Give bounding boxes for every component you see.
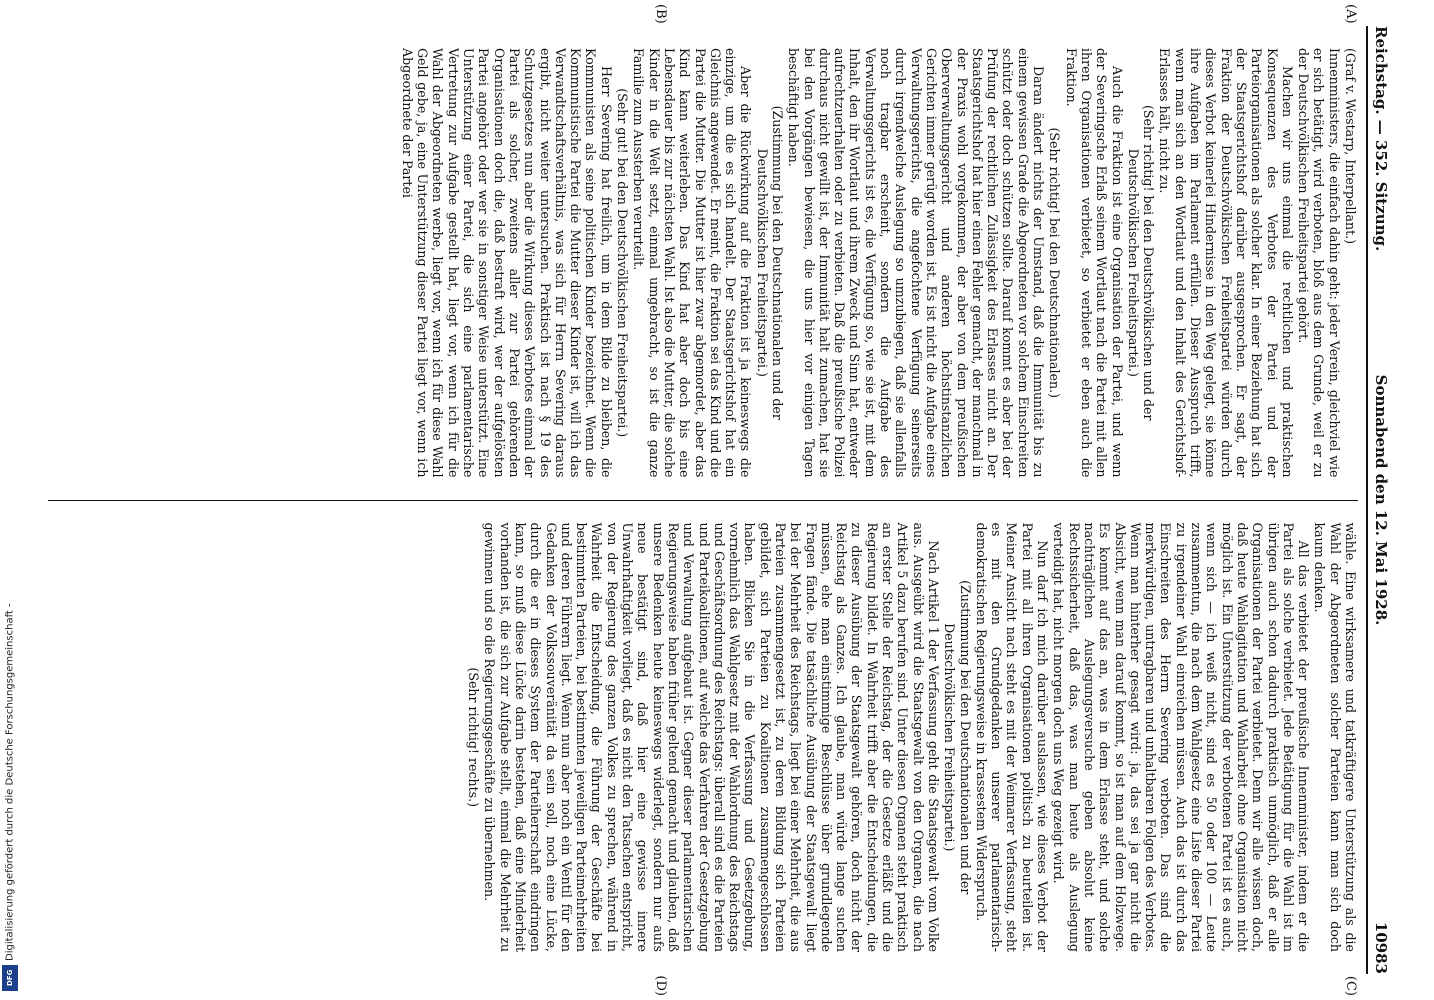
- body-paragraph: Innenministers, die einfach dahin geht: jeder Verein, gleichviel wie er sich betätigt, wird verboten, bloß aus dem Grunde, weil er zu der Deutschvölkischen Freiheitspartei gehört.: [1296, 48, 1342, 478]
- header-date: Sonnabend den 12. Mai 1928.: [1372, 374, 1390, 626]
- right-column: [48, 501, 1358, 996]
- margin-marker-b: (B): [653, 4, 668, 24]
- interjection-paragraph: (Sehr richtig! bei den Deutschvölkischen und der Deutschvölkischen Freiheitspartei.): [1125, 105, 1157, 421]
- body-paragraph: Nach Artikel 1 der Verfassung geht die Staatsgewalt vom Volke aus. Ausgeübt wird die Staatsgewalt von den Organen, die nach Artikel 5 dazu berufen sind. Unter diesen Organen steht praktisch an erster Stelle der Reichstag, der die Gesetze erläßt und die Regierung bildet. In Wahrheit trifft aber die Entscheidungen, die zu dieser Ausübung der Staatsgewalt gehören, doch nicht der Reichstag als Ganzes. Ich glaube, man würde lange suchen müssen, ehe man einstimmige Beschlüsse über grundlegende Fragen fände. Die tatsächliche Ausübung der Staatsgewalt liegt bei der Mehrheit des Reichstags, liegt bei einer Mehrheit, die aus Parteien zusammengesetzt ist, zu deren Bildung sich Parteien gebildet, sich Parteien zu Koalitionen zusammengeschlossen haben. Blicken Sie in die Verfassung und Gesetzgebung, vornehmlich das Wahlgesetz mit der Wahlordnung des Reichstags und Geschäftsordnung des Reichstags: überall sind es die Parteien und Parteikoalitionen, auf welche das Verfahren der Gesetzgebung und Verwaltung aufgebaut ist. Gegner dieser parlamentarischen Regierungsweise haben früher geltend gemacht und glauben, daß unsere Bedenken heute keineswegs widerlegt, sondern nur aufs neue bestätigt sind, daß hier eine gewisse innere Unwahrhaftigkeit vorliegt, daß es nicht den Tatsachen entspricht, von der Regierung des ganzen Volkes zu sprechen, während in Wahrheit die Entscheidung, die Führung der Geschäfte bei bestimmten Parteien, bei bestimmten jeweiligen Parteimehrheiten und deren Führern liegt. Wenn nun aber noch ein Ventil für den Gedanken der Volkssouveränität da sein soll, noch eine Lücke, durch die er in dieses System der Parteiherrschaft eindringen kann, so muß diese Lücke darin bestehen, daß eine Minderheit vorhanden ist, die sich zur Aufgabe stellt, einmal die Mehrheit zu gewinnen und so die Regierungsgeschäfte zu übernehmen.: [482, 522, 941, 952]
- page-header: [1366, 26, 1396, 974]
- interjection-paragraph: (Sehr gut! bei den Deutschvölkischen Freiheitspartei.): [615, 88, 631, 438]
- interjection-paragraph: (Sehr richtig! bei den Deutschnationalen.): [1047, 127, 1063, 398]
- body-paragraph: All das verbietet der preußische Innenminister, indem er die Partei als solche verbietet. Jede Betätigung für die Wahl ist im übrigen auch schon dadurch praktisch unmöglich, daß er alle Organisationen der Partei verbietet. Denn wir alle wissen doch, daß heute Wahlagitation und Wahlarbeit ohne Organisation nicht möglich ist. Ein Unterstützung der verbotenen Partei ist es auch, wenn sich — ich weiß nicht, sind es 50 oder 100 — Leute zusammentun, die nach dem Wahlgesetz eine Liste dieser Partei zu irgendeiner Wahl einreichen müssen. Auch das ist durch das Einschreiten des Herrn Severing verboten. Das sind die merkwürdigen, untragbaren und unhaltbaren Folgen des Verbotes. Wenn man hinterher gesagt wird: ja, das sei ja gar nicht die Absicht, wenn man darauf kommt, so ist man auf dem Holzwege. Es kommt auf das an, was in dem Erlasse steht, und solche nachträglichen Auslegungsversuche geben absolut keine Rechtssicherheit, daß das, was man heute als Auslegung verteidigt hat, nicht morgen doch uns Weg gezeigt wird.: [1051, 522, 1312, 952]
- newspaper-page: [30, 0, 1410, 1000]
- body-paragraph: Daran ändert nichts der Umstand, daß die Immunität bis zu einem gewissen Grade die Abgeordneten vor solchem Einschreiten schützt oder doch schützen sollte. Darauf kommt es aber bei der Prüfung der rechtlichen Zulässigkeit des Erlasses nicht an. Der Staatsgerichtshof hat hier einen Fehler gemacht, der manchmal in der Praxis wohl vorgekommen, der aber von dem preußischen Oberverwaltungsgericht und anderen höchstinstanzlichen Gerichten immer gerügt worden ist. Es ist nicht die Aufgabe eines Verwaltungsgerichts, die angefochtene Verfügung seinerseits durch irgendwelche Auslegung so umzubiegen, daß sie allenfalls noch tragbar erscheint, sondern die Aufgabe des Verwaltungsgerichts ist es, die Verfügung so, wie sie ist, mit dem Inhalt, den ihr Wortlaut und ihrem Zweck und Sinn hat, entweder aufrechtzuerhalten oder zu verbieten. Daß die preußische Polizei durchaus nicht gewillt ist, der Immunität halt zumachen, hat sie bei den Vorgängen bewiesen, die uns hier vor einigen Tagen beschäftigt haben.: [786, 48, 1047, 478]
- body-paragraph: (Graf v. Westarp, Interpellant.): [1343, 48, 1358, 245]
- text-columns: [48, 4, 1358, 996]
- header-session: Reichstag. — 352. Sitzung.: [1372, 26, 1390, 252]
- margin-marker-a: (A): [1343, 4, 1358, 24]
- margin-marker-d: (D): [653, 975, 668, 996]
- dfg-logo: DFG: [2, 965, 18, 991]
- body-paragraph: Herr Severing hat freilich, um in dem Bilde zu bleiben, die Kommunisten als seine politischen Kinder bezeichnet. Wenn die Kommunistische Partei die Mutter dieser Kinder ist, will ich das Verwandtschaftsverhältnis, was sich für Herrn Severing daraus ergibt, nicht weiter untersuchen. Praktisch ist nach § 19 des Schutzgesetzes nun aber die Wirkung dieses Verbotes einmal der Partei als solcher, zweitens aller zur Partei gehörenden Organisationen doch die, daß bestraft wird, wer der aufgelösten Partei angehört oder wer sie in sonstiger Weise unterstützt. Eine Unterstützung einer Partei, die sich eine parlamentarische Vertretung zur Aufgabe gestellt hat, liegt vor, wenn ich für die Wahl der Abgeordneten werbe, liegt vor, wenn ich für diese Wahl Geld gebe, ja, eine Unterstützung dieser Partei liegt vor, wenn ich Abgeordnete der Partei: [399, 48, 614, 478]
- interjection-paragraph: (Sehr richtig! rechts.): [466, 667, 482, 808]
- left-column: [48, 4, 1358, 500]
- interjection-paragraph: (Zustimmung bei den Deutschnationalen und der Deutschvölkischen Freiheitspartei.): [754, 105, 786, 420]
- interjection-paragraph: (Zustimmung bei den Deutschnationalen und der Deutschvölkischen Freiheitspartei.): [942, 580, 973, 895]
- body-paragraph: Machen wir uns einmal die rechtlichen und praktischen Konsequenzen des Verbotes der Partei und der Parteiorganisationen als solcher klar. In einer Beziehung hat sich der Staatsgerichtshof darüber ausgesprochen. Er sagt, der Fraktion der Deutschvölkischen Freiheitspartei würden durch dieses Verbot keinerlei Hindernisse in den Weg gelegt, sie könne ihre Aufgaben im Parlament erfüllen. Dieser Ausspruch trifft, wenn man sich an den Wortlaut und den Inhalt des Gerichtshof-Erlasses hält, nicht zu.: [1157, 48, 1295, 478]
- body-paragraph: Auch die Fraktion ist eine Organisation der Partei, und wenn der Severingsche Erlaß seinem Wortlaut nach die Partei mit allen ihren Organisationen verbietet, so verbietet er eben auch die Fraktion.: [1063, 48, 1125, 478]
- digitization-credit: Digitalisierung gefördert durch die Deutsche Forschungsgemeinschaft -: [4, 603, 16, 961]
- body-paragraph: wähle. Eine wirksamere und tatkräftigere Unterstützung als die Wahl der Abgeordneten solcher Parteien kann man sich doch kaum denken.: [1312, 522, 1358, 952]
- body-paragraph: Nun darf ich mich darüber auslassen, wie dieses Verbot der Partei mit all ihren Organisationen politisch zu beurteilen ist. Meiner Ansicht nach steht es mit der Weimarer Verfassung, steht es mit den Grundgedanken unserer parlamentarisch-demokratischen Regierungsweise in krassestem Widerspruch.: [973, 522, 1051, 952]
- body-paragraph: Aber die Rückwirkung auf die Fraktion ist ja keineswegs die einzige, um die es sich handelt. Der Staatsgerichtshof hat ein Gleichnis angewendet. Er meint, die Fraktion sei das Kind und die Partei die Mutter. Die Mutter ist hier zwar abgemordet, aber das Kind kann weiterleben. Das Kind hat aber doch bis eine Lebensdauer bis zur nächsten Wahl. Ist also die Mutter, die solche Kinder in die Welt setzt, einmal umgebracht, so ist die ganze Familie zum Aussterben verurteilt.: [631, 48, 754, 478]
- margin-marker-c: (C): [1343, 975, 1358, 996]
- header-page-number: 10983: [1372, 921, 1390, 974]
